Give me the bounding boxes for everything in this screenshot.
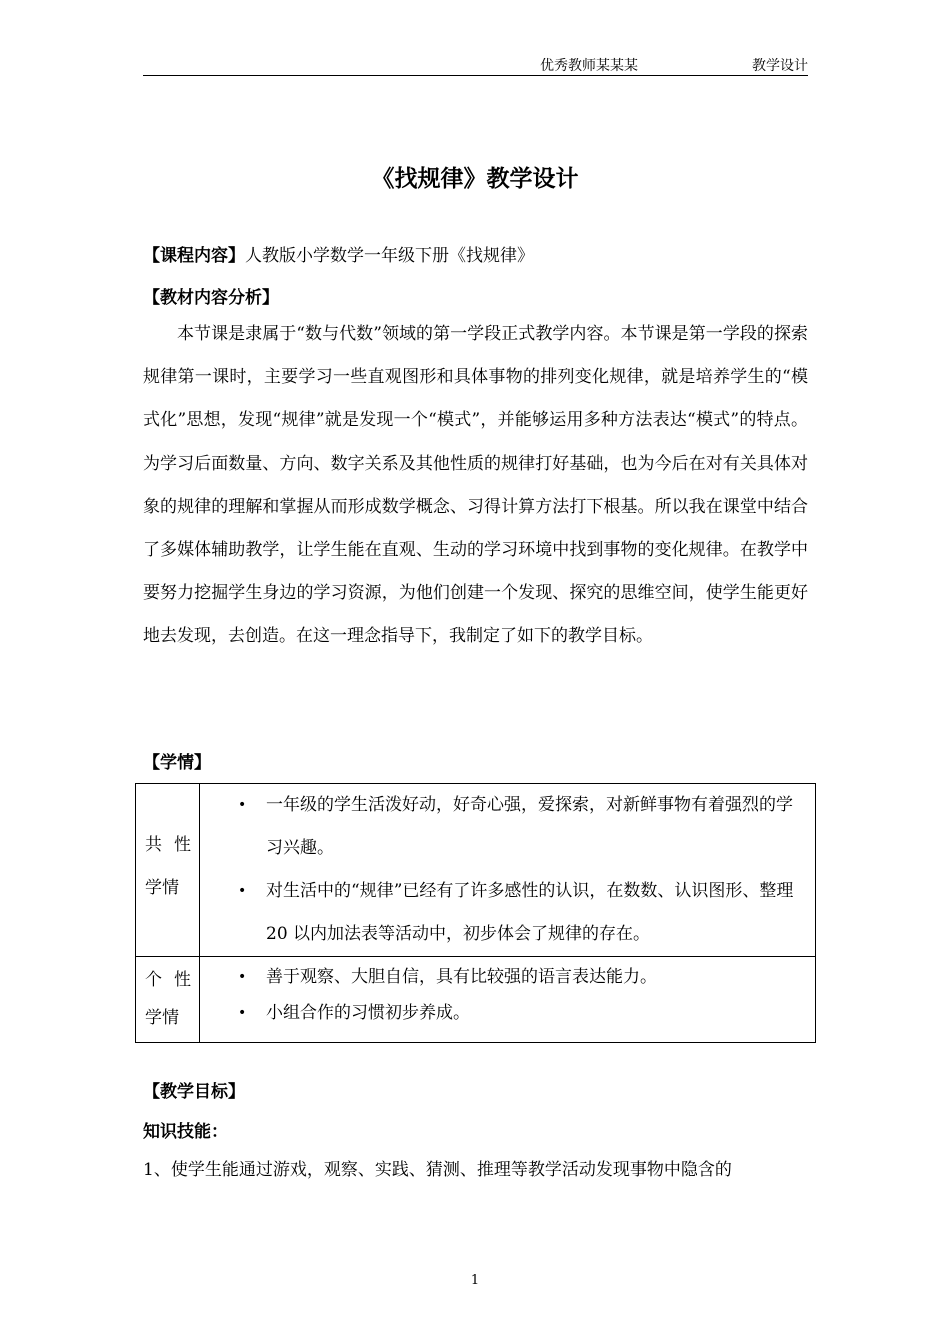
header-author: 优秀教师某某某: [540, 58, 638, 74]
goals-subheading: 知识技能：: [143, 1122, 228, 1142]
content-cell-common: [200, 784, 816, 957]
analysis-heading: 【教材内容分析】: [143, 288, 279, 308]
learning-table: [135, 783, 816, 1043]
goals-heading: 【教学目标】: [143, 1082, 245, 1102]
goals-item-1: 1、使学生能通过游戏，观察、实践、猜测、推理等教学活动发现事物中隐含的: [143, 1160, 732, 1180]
label-individual-top: 个性: [145, 970, 203, 990]
label-individual-bottom: 学情: [145, 1008, 179, 1028]
course-content-value: 人教版小学数学一年级下册《找规律》: [245, 246, 534, 266]
page-number: 1: [470, 1273, 480, 1288]
document-title: 《找规律》教学设计: [371, 166, 579, 192]
list-item: • 一年级的学生活泼好动，好奇心强，爱探索，对新鲜事物有着强烈的学习兴趣。: [200, 784, 815, 870]
list-item: • 对生活中的“规律”已经有了许多感性的认识，在数数、认识图形、整理 20 以内加法表等活动中，初步体会了规律的存在。: [200, 870, 815, 956]
list-item: • 善于观察、大胆自信，具有比较强的语言表达能力。: [200, 959, 815, 995]
course-content-label: 【课程内容】: [143, 246, 245, 266]
table-row-individual: [136, 957, 816, 1043]
content-cell-individual: [200, 957, 816, 1043]
list-item: • 小组合作的习惯初步养成。: [200, 995, 815, 1031]
header-rule: [143, 75, 808, 76]
analysis-paragraph: 本节课是隶属于“数与代数”领域的第一学段正式教学内容。本节课是第一学段的探索规律第一课时，主要学习一些直观图形和具体事物的排列变化规律，就是培养学生的“模式化”思想，发现“规律”就是发现一个“模式”，并能够运用多种方法表达“模式”的特点。为学习后面数量、方向、数字关系及其他性质的规律打好基础，也为今后在对有关具体对象的规律的理解和掌握从而形成数学概念、习得计算方法打下根基。所以我在课堂中结合了多媒体辅助教学，让学生能在直观、生动的学习环境中找到事物的变化规律。在教学中要努力挖掘学生身边的学习资源，为他们创建一个发现、探究的思维空间，使学生能更好地去发现，去创造。在这一理念指导下，我制定了如下的教学目标。: [143, 324, 808, 647]
table-row-common: [136, 784, 816, 957]
learning-heading: 【学情】: [143, 753, 211, 773]
header-doc-type: 教学设计: [752, 58, 808, 74]
label-cell-individual: [136, 957, 203, 1043]
label-common-bottom: 学情: [145, 878, 179, 898]
label-common-top: 共性: [145, 835, 203, 855]
course-content-line: [143, 241, 534, 266]
label-cell-common: [136, 784, 203, 957]
